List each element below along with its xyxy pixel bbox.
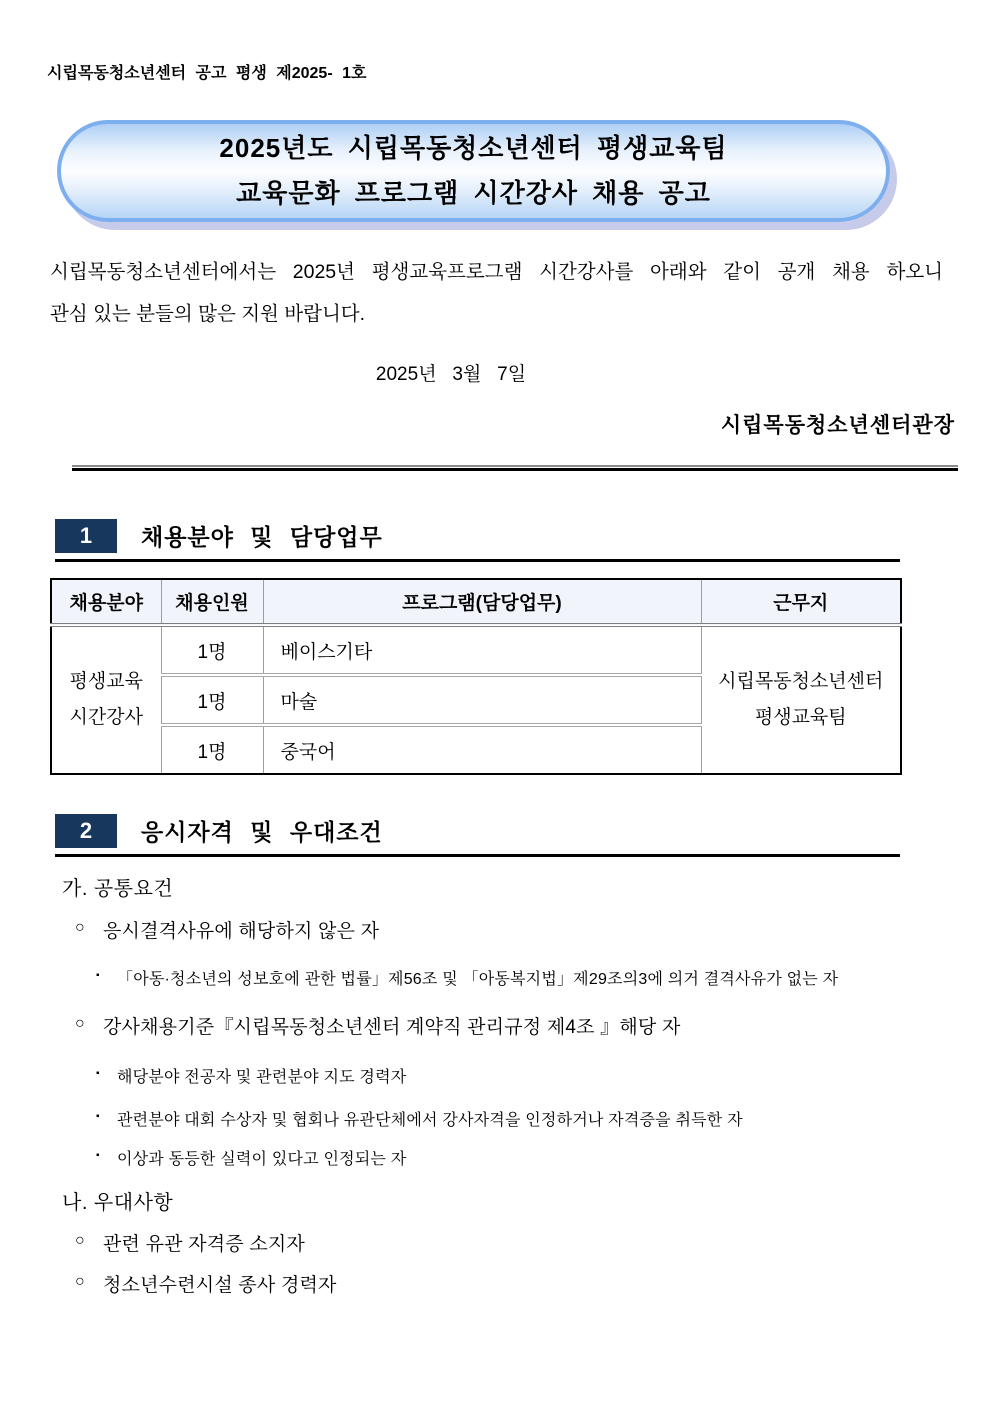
list-item-text: 강사채용기준『시립목동청소년센터 계약직 관리규정 제4조 』해당 자 xyxy=(103,1017,681,1038)
list-item-text: 「아동·청소년의 성보호에 관한 법률」제56조 및 「아동복지법」제29조의3에 의거 결격사유가 없는 자 xyxy=(117,971,839,988)
list-item-text: 청소년수련시설 종사 경력자 xyxy=(103,1275,337,1296)
list-item xyxy=(96,1107,743,1130)
section1-title: 채용분야 및 담당업무 xyxy=(141,524,383,550)
list-item-text: 관련분야 대회 수상자 및 협회나 유관단체에서 강사자격을 인정하거나 자격증을 취득한 자 xyxy=(117,1112,743,1129)
square-bullet-icon: ▪ xyxy=(96,970,100,981)
square-bullet-icon: ▪ xyxy=(96,1111,100,1122)
cell-workplace-line2: 평생교육팀 xyxy=(754,707,847,728)
list-item xyxy=(96,1146,406,1169)
cell-program: 마술 xyxy=(263,675,701,725)
list-item-text: 응시결격사유에 해당하지 않은 자 xyxy=(103,921,380,942)
cell-count: 1명 xyxy=(161,625,263,675)
section2-header xyxy=(55,814,900,857)
section1-header xyxy=(55,519,900,562)
section2-title: 응시자격 및 우대조건 xyxy=(141,819,383,845)
list-item xyxy=(75,916,379,943)
intro-line2: 관심 있는 분들의 많은 지원 바랍니다. xyxy=(50,303,366,325)
banner-title-line1: 2025년도 시립목동청소년센터 평생교육팀 xyxy=(219,133,728,163)
cell-count: 1명 xyxy=(161,675,263,725)
list-item-text: 해당분야 전공자 및 관련분야 지도 경력자 xyxy=(117,1069,407,1086)
cell-workplace-line1: 시립목동청소년센터 xyxy=(718,671,884,692)
circle-bullet-icon: ○ xyxy=(75,1273,85,1290)
doc-number: 시립목동청소년센터 공고 평생 제2025- 1호 xyxy=(47,65,367,82)
banner-title-line2: 교육문화 프로그램 시간강사 채용 공고 xyxy=(236,178,711,208)
cell-field-line1: 평생교육 xyxy=(69,671,143,692)
signature-director: 시립목동청소년센터관장 xyxy=(720,414,955,437)
group-a-label: 가. 공통요건 xyxy=(62,878,174,900)
circle-bullet-icon: ○ xyxy=(75,1232,85,1249)
cell-workplace xyxy=(701,625,901,774)
title-banner xyxy=(57,120,890,222)
cell-program: 베이스기타 xyxy=(263,625,701,675)
col-header-workplace: 근무지 xyxy=(701,579,901,625)
list-item xyxy=(75,1012,681,1039)
cell-count: 1명 xyxy=(161,725,263,774)
list-item xyxy=(96,966,838,989)
recruitment-table-wrap xyxy=(50,578,902,775)
intro-line1: 시립목동청소년센터에서는 2025년 평생교육프로그램 시간강사를 아래와 같이 공개 채용 하오니 xyxy=(50,261,943,283)
intro-paragraph xyxy=(50,251,943,335)
table-header-row xyxy=(51,579,901,625)
announcement-date: 2025년 3월 7일 xyxy=(375,364,527,385)
circle-bullet-icon: ○ xyxy=(75,919,85,936)
col-header-field: 채용분야 xyxy=(51,579,161,625)
section1-number-badge: 1 xyxy=(55,519,117,553)
col-header-program: 프로그램(담당업무) xyxy=(263,579,701,625)
cell-field-line2: 시간강사 xyxy=(69,707,143,728)
horizontal-divider xyxy=(72,465,958,471)
section2-number-badge: 2 xyxy=(55,814,117,848)
col-header-count: 채용인원 xyxy=(161,579,263,625)
recruitment-table xyxy=(50,578,902,775)
list-item xyxy=(75,1229,305,1256)
table-row xyxy=(51,625,901,675)
circle-bullet-icon: ○ xyxy=(75,1015,85,1032)
group-b-label: 나. 우대사항 xyxy=(62,1192,174,1214)
list-item-text: 관련 유관 자격증 소지자 xyxy=(103,1234,305,1255)
cell-field xyxy=(51,625,161,774)
cell-program: 중국어 xyxy=(263,725,701,774)
list-item xyxy=(96,1064,406,1087)
square-bullet-icon: ▪ xyxy=(96,1150,100,1161)
square-bullet-icon: ▪ xyxy=(96,1068,100,1079)
list-item xyxy=(75,1270,337,1297)
list-item-text: 이상과 동등한 실력이 있다고 인정되는 자 xyxy=(117,1151,407,1168)
